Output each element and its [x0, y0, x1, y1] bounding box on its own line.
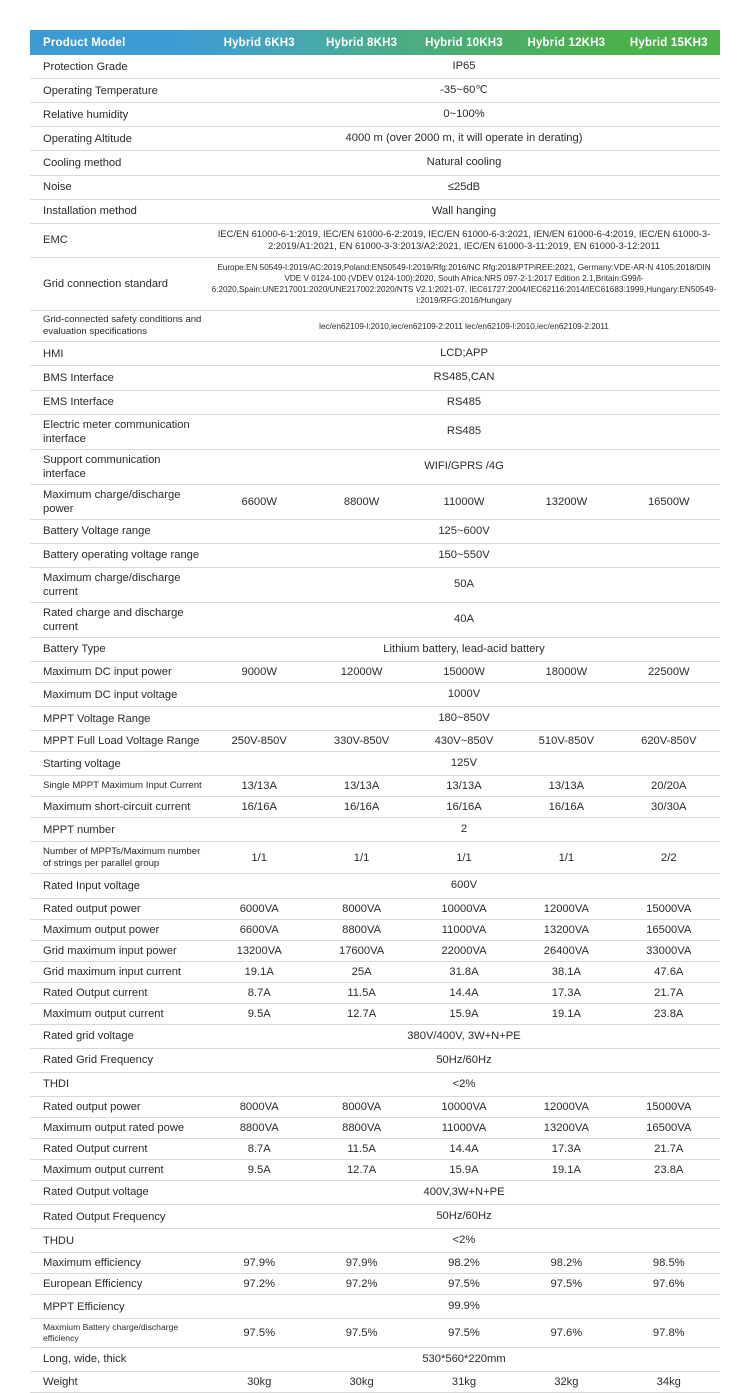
row-value-col-5: 30/30A: [618, 797, 720, 818]
table-row: [30, 1371, 720, 1392]
table-row: [30, 55, 720, 79]
row-value-all-models: RS485,CAN: [208, 366, 720, 390]
row-value-col-3: 11000VA: [413, 919, 515, 940]
table-row: [30, 731, 720, 752]
row-label: Operating Altitude: [30, 127, 208, 151]
row-value-col-5: 620V-850V: [618, 731, 720, 752]
row-value-col-1: 1/1: [208, 842, 310, 874]
table-row: [30, 1048, 720, 1072]
row-value-col-2: 17600VA: [310, 940, 412, 961]
row-label: Support communication interface: [30, 449, 208, 484]
table-row: [30, 1117, 720, 1138]
row-value-col-2: 8800VA: [310, 919, 412, 940]
row-value-col-1: 30kg: [208, 1371, 310, 1392]
table-row: [30, 1003, 720, 1024]
row-value-col-4: 17.3A: [515, 1138, 617, 1159]
table-row: [30, 662, 720, 683]
row-value-col-3: 11000W: [413, 484, 515, 519]
row-value-col-1: 13/13A: [208, 776, 310, 797]
table-row: [30, 223, 720, 257]
header-column-4: Hybrid 12KH3: [527, 36, 606, 49]
table-row: [30, 961, 720, 982]
row-label: Rated Output current: [30, 982, 208, 1003]
row-value-col-5: 15000VA: [618, 898, 720, 919]
table-row: [30, 449, 720, 484]
row-value-col-4: 26400VA: [515, 940, 617, 961]
row-value-col-3: 10000VA: [413, 1096, 515, 1117]
row-label: Operating Temperature: [30, 79, 208, 103]
row-label: Maximum short-circuit current: [30, 797, 208, 818]
table-row: [30, 484, 720, 519]
row-value-col-4: 16/16A: [515, 797, 617, 818]
row-value-col-4: 98.2%: [515, 1253, 617, 1274]
row-value-all-models: WIFI/GPRS /4G: [208, 449, 720, 484]
row-value-col-3: 15.9A: [413, 1159, 515, 1180]
row-value-col-2: 1/1: [310, 842, 412, 874]
row-value-all-models: 380V/400V, 3W+N+PE: [208, 1024, 720, 1048]
row-label: Relative humidity: [30, 103, 208, 127]
table-row: [30, 1274, 720, 1295]
table-row: [30, 366, 720, 390]
row-label: Maximum charge/discharge power: [30, 484, 208, 519]
header-product-model: Product Model: [43, 36, 126, 49]
product-specification-table: [30, 30, 720, 1393]
row-value-all-models: -35~60℃: [208, 79, 720, 103]
row-label: Rated grid voltage: [30, 1024, 208, 1048]
row-value-all-models: 125~600V: [208, 519, 720, 543]
table-row: [30, 1347, 720, 1371]
row-value-all-models: 125V: [208, 752, 720, 776]
row-value-all-models: 50Hz/60Hz: [208, 1048, 720, 1072]
row-value-all-models: lec/en62109-l:2010,iec/en62109-2:2011 lec/en62109-l:2010,iec/en62109-2:2011: [208, 311, 720, 342]
row-value-col-4: 510V-850V: [515, 731, 617, 752]
table-row: [30, 1295, 720, 1319]
row-value-col-5: 16500W: [618, 484, 720, 519]
row-label: HMI: [30, 342, 208, 366]
table-row: [30, 103, 720, 127]
row-value-all-models: ≤25dB: [208, 175, 720, 199]
table-row: [30, 311, 720, 342]
row-label: Rated output power: [30, 898, 208, 919]
row-label: Installation method: [30, 199, 208, 223]
row-value-all-models: <2%: [208, 1229, 720, 1253]
row-value-col-4: 17.3A: [515, 982, 617, 1003]
row-value-all-models: LCD;APP: [208, 342, 720, 366]
row-value-all-models: IP65: [208, 55, 720, 79]
row-label: Rated Output current: [30, 1138, 208, 1159]
row-label: Rated charge and discharge current: [30, 602, 208, 637]
row-value-col-5: 23.8A: [618, 1159, 720, 1180]
row-value-col-4: 32kg: [515, 1371, 617, 1392]
table-row: [30, 519, 720, 543]
table-header: [30, 30, 720, 55]
table-row: [30, 1072, 720, 1096]
row-label: EMS Interface: [30, 390, 208, 414]
row-value-all-models: Lithium battery, lead-acid battery: [208, 637, 720, 661]
row-value-col-3: 10000VA: [413, 898, 515, 919]
row-value-col-2: 8000VA: [310, 898, 412, 919]
row-value-col-2: 12.7A: [310, 1159, 412, 1180]
row-label: Maxmium Battery charge/discharge efficiency: [30, 1319, 208, 1347]
row-value-col-1: 19.1A: [208, 961, 310, 982]
row-value-col-1: 97.5%: [208, 1319, 310, 1347]
row-value-col-3: 97.5%: [413, 1274, 515, 1295]
row-value-col-4: 18000W: [515, 662, 617, 683]
row-value-col-3: 97.5%: [413, 1319, 515, 1347]
row-value-col-4: 97.6%: [515, 1319, 617, 1347]
row-label: Noise: [30, 175, 208, 199]
row-label: EMC: [30, 223, 208, 257]
row-label: Maximum efficiency: [30, 1253, 208, 1274]
row-value-col-5: 21.7A: [618, 982, 720, 1003]
table-row: [30, 543, 720, 567]
table-row: [30, 1024, 720, 1048]
row-value-all-models: 50Hz/60Hz: [208, 1205, 720, 1229]
row-value-all-models: 99.9%: [208, 1295, 720, 1319]
header-column-2: Hybrid 8KH3: [325, 36, 398, 49]
row-value-col-2: 12.7A: [310, 1003, 412, 1024]
row-value-all-models: IEC/EN 61000-6-1:2019, IEC/EN 61000-6-2:2019, IEC/EN 61000-6-3:2021, IEN/EN 61000-6-4:2019, IEC/EN 61000-3-2:2019/A1:2021, EN 61000-3-3:2013/A2:2021, IEC/EN 61000-3-11:2019, EN 61000-3-12:2011: [208, 223, 720, 257]
row-value-col-4: 13/13A: [515, 776, 617, 797]
row-value-col-1: 6600VA: [208, 919, 310, 940]
table-row: [30, 151, 720, 175]
row-value-col-5: 2/2: [618, 842, 720, 874]
table-row: [30, 1253, 720, 1274]
table-row: [30, 776, 720, 797]
row-label: Rated Output Frequency: [30, 1205, 208, 1229]
row-label: Grid maximum input current: [30, 961, 208, 982]
row-value-col-3: 31.8A: [413, 961, 515, 982]
row-label: Cooling method: [30, 151, 208, 175]
row-label: MPPT number: [30, 818, 208, 842]
row-label: Battery Type: [30, 637, 208, 661]
row-value-col-5: 22500W: [618, 662, 720, 683]
table-row: [30, 752, 720, 776]
row-label: Protection Grade: [30, 55, 208, 79]
row-value-all-models: 150~550V: [208, 543, 720, 567]
row-label: Maximum DC input voltage: [30, 683, 208, 707]
row-label: Long, wide, thick: [30, 1347, 208, 1371]
row-label: Grid-connected safety conditions and evaluation specifications: [30, 311, 208, 342]
table-row: [30, 842, 720, 874]
row-value-col-1: 8000VA: [208, 1096, 310, 1117]
table-row: [30, 982, 720, 1003]
row-value-col-3: 14.4A: [413, 1138, 515, 1159]
row-value-col-5: 16500VA: [618, 919, 720, 940]
row-value-col-1: 9.5A: [208, 1159, 310, 1180]
row-value-col-1: 9000W: [208, 662, 310, 683]
header-row: [30, 30, 720, 55]
table-row: [30, 637, 720, 661]
row-value-col-5: 21.7A: [618, 1138, 720, 1159]
row-value-all-models: Natural cooling: [208, 151, 720, 175]
row-label: European Efficiency: [30, 1274, 208, 1295]
row-label: Maximum DC input power: [30, 662, 208, 683]
row-label: Maximum output power: [30, 919, 208, 940]
table-row: [30, 258, 720, 311]
row-label: Grid maximum input power: [30, 940, 208, 961]
row-value-col-1: 6000VA: [208, 898, 310, 919]
row-label: Rated Output voltage: [30, 1180, 208, 1204]
row-value-col-2: 330V-850V: [310, 731, 412, 752]
table-row: [30, 1159, 720, 1180]
row-value-col-3: 31kg: [413, 1371, 515, 1392]
row-value-col-2: 11.5A: [310, 982, 412, 1003]
table-body: [30, 55, 720, 1392]
row-value-all-models: 2: [208, 818, 720, 842]
table-row: [30, 199, 720, 223]
table-row: [30, 127, 720, 151]
row-label: Single MPPT Maximum Input Current: [30, 776, 208, 797]
row-value-all-models: 1000V: [208, 683, 720, 707]
row-value-col-5: 20/20A: [618, 776, 720, 797]
row-label: Grid connection standard: [30, 258, 208, 311]
row-value-col-2: 8000VA: [310, 1096, 412, 1117]
row-value-col-5: 97.8%: [618, 1319, 720, 1347]
row-value-all-models: 180~850V: [208, 707, 720, 731]
row-value-col-4: 1/1: [515, 842, 617, 874]
table-row: [30, 818, 720, 842]
row-value-all-models: 4000 m (over 2000 m, it will operate in derating): [208, 127, 720, 151]
row-value-col-3: 15000W: [413, 662, 515, 683]
row-label: Maximum output current: [30, 1003, 208, 1024]
table-row: [30, 1096, 720, 1117]
row-value-all-models: RS485: [208, 414, 720, 449]
row-value-col-5: 97.6%: [618, 1274, 720, 1295]
row-value-all-models: 530*560*220mm: [208, 1347, 720, 1371]
table-row: [30, 707, 720, 731]
row-value-col-2: 30kg: [310, 1371, 412, 1392]
row-label: MPPT Full Load Voltage Range: [30, 731, 208, 752]
row-value-col-4: 12000VA: [515, 898, 617, 919]
row-value-col-1: 97.9%: [208, 1253, 310, 1274]
table-row: [30, 414, 720, 449]
table-row: [30, 683, 720, 707]
row-value-col-4: 13200VA: [515, 1117, 617, 1138]
row-value-col-3: 13/13A: [413, 776, 515, 797]
row-value-col-3: 430V~850V: [413, 731, 515, 752]
row-value-col-2: 97.9%: [310, 1253, 412, 1274]
row-value-col-3: 15.9A: [413, 1003, 515, 1024]
header-column-1: Hybrid 6KH3: [223, 36, 295, 49]
row-value-col-4: 38.1A: [515, 961, 617, 982]
row-value-col-2: 16/16A: [310, 797, 412, 818]
table-row: [30, 940, 720, 961]
row-value-col-5: 98.5%: [618, 1253, 720, 1274]
row-label: BMS Interface: [30, 366, 208, 390]
table-row: [30, 602, 720, 637]
row-value-all-models: Wall hanging: [208, 199, 720, 223]
row-label: Battery operating voltage range: [30, 543, 208, 567]
row-value-col-4: 97.5%: [515, 1274, 617, 1295]
row-value-col-3: 22000VA: [413, 940, 515, 961]
row-label: MPPT Voltage Range: [30, 707, 208, 731]
row-label: THDI: [30, 1072, 208, 1096]
table-row: [30, 919, 720, 940]
row-value-col-5: 33000VA: [618, 940, 720, 961]
row-value-col-3: 11000VA: [413, 1117, 515, 1138]
row-label: Starting voltage: [30, 752, 208, 776]
row-value-col-2: 97.5%: [310, 1319, 412, 1347]
row-value-col-3: 1/1: [413, 842, 515, 874]
row-value-col-3: 98.2%: [413, 1253, 515, 1274]
table-row: [30, 1229, 720, 1253]
row-value-col-4: 13200W: [515, 484, 617, 519]
row-label: Weight: [30, 1371, 208, 1392]
table-row: [30, 874, 720, 898]
row-value-col-1: 8.7A: [208, 1138, 310, 1159]
row-value-col-1: 13200VA: [208, 940, 310, 961]
row-value-col-5: 16500VA: [618, 1117, 720, 1138]
table-row: [30, 1205, 720, 1229]
row-value-col-4: 13200VA: [515, 919, 617, 940]
table-row: [30, 1180, 720, 1204]
row-value-col-4: 19.1A: [515, 1003, 617, 1024]
table-row: [30, 1138, 720, 1159]
row-value-col-1: 9.5A: [208, 1003, 310, 1024]
row-value-all-models: RS485: [208, 390, 720, 414]
row-value-col-1: 8.7A: [208, 982, 310, 1003]
row-value-col-2: 13/13A: [310, 776, 412, 797]
row-value-all-models: <2%: [208, 1072, 720, 1096]
row-label: MPPT Efficiency: [30, 1295, 208, 1319]
row-value-col-2: 11.5A: [310, 1138, 412, 1159]
row-label: Rated Input voltage: [30, 874, 208, 898]
row-value-col-2: 25A: [310, 961, 412, 982]
row-label: Electric meter communication interface: [30, 414, 208, 449]
row-value-col-5: 34kg: [618, 1371, 720, 1392]
table-row: [30, 342, 720, 366]
row-value-col-1: 97.2%: [208, 1274, 310, 1295]
table-row: [30, 390, 720, 414]
row-value-all-models: 600V: [208, 874, 720, 898]
row-label: Battery Voltage range: [30, 519, 208, 543]
row-label: THDU: [30, 1229, 208, 1253]
row-value-col-1: 16/16A: [208, 797, 310, 818]
row-value-all-models: 40A: [208, 602, 720, 637]
row-label: Maximum output rated powe: [30, 1117, 208, 1138]
row-value-col-3: 16/16A: [413, 797, 515, 818]
table-row: [30, 898, 720, 919]
row-label: Maximum charge/discharge current: [30, 567, 208, 602]
row-label: Number of MPPTs/Maximum number of strings per parallel group: [30, 842, 208, 874]
row-value-col-2: 8800VA: [310, 1117, 412, 1138]
row-value-col-1: 250V-850V: [208, 731, 310, 752]
row-value-col-3: 14.4A: [413, 982, 515, 1003]
row-label: Maximum output current: [30, 1159, 208, 1180]
table-row: [30, 1319, 720, 1347]
table-row: [30, 797, 720, 818]
table-row: [30, 79, 720, 103]
row-value-all-models: Europe:EN 50549-l:2019/AC:2019,Poland:EN50549-l:2019/Rfg:2016/NC Rfg:2018/PTPiREE:2021, Germany:VDE-AR-N 4105:2018/DIN VDE V 0124-100 (VDEV 0124-100):2020, South Africa:NRS 097-2-1:2017 Edition 2.1,Britain:G99/l-6:2020,Spain:UNE217001:2020/UNE217002:2020/NTS V2.1:2021-07, IEC61727:2004/IEC62116:2014/IEC61683:1999,Hungary:EN50549-l:2019/RFG:2016/Hungary: [208, 258, 720, 311]
row-value-col-4: 12000VA: [515, 1096, 617, 1117]
row-value-all-models: 50A: [208, 567, 720, 602]
row-label: Rated Grid Frequency: [30, 1048, 208, 1072]
row-value-col-5: 23.8A: [618, 1003, 720, 1024]
row-label: Rated output power: [30, 1096, 208, 1117]
table-row: [30, 567, 720, 602]
row-value-col-2: 12000W: [310, 662, 412, 683]
row-value-col-1: 8800VA: [208, 1117, 310, 1138]
row-value-col-5: 47.6A: [618, 961, 720, 982]
row-value-col-2: 97.2%: [310, 1274, 412, 1295]
row-value-all-models: 400V,3W+N+PE: [208, 1180, 720, 1204]
row-value-col-1: 6600W: [208, 484, 310, 519]
row-value-all-models: 0~100%: [208, 103, 720, 127]
row-value-col-5: 15000VA: [618, 1096, 720, 1117]
table-row: [30, 175, 720, 199]
header-column-5: Hybrid 15KH3: [629, 36, 708, 49]
row-value-col-2: 8800W: [310, 484, 412, 519]
row-value-col-4: 19.1A: [515, 1159, 617, 1180]
header-column-3: Hybrid 10KH3: [425, 36, 503, 49]
